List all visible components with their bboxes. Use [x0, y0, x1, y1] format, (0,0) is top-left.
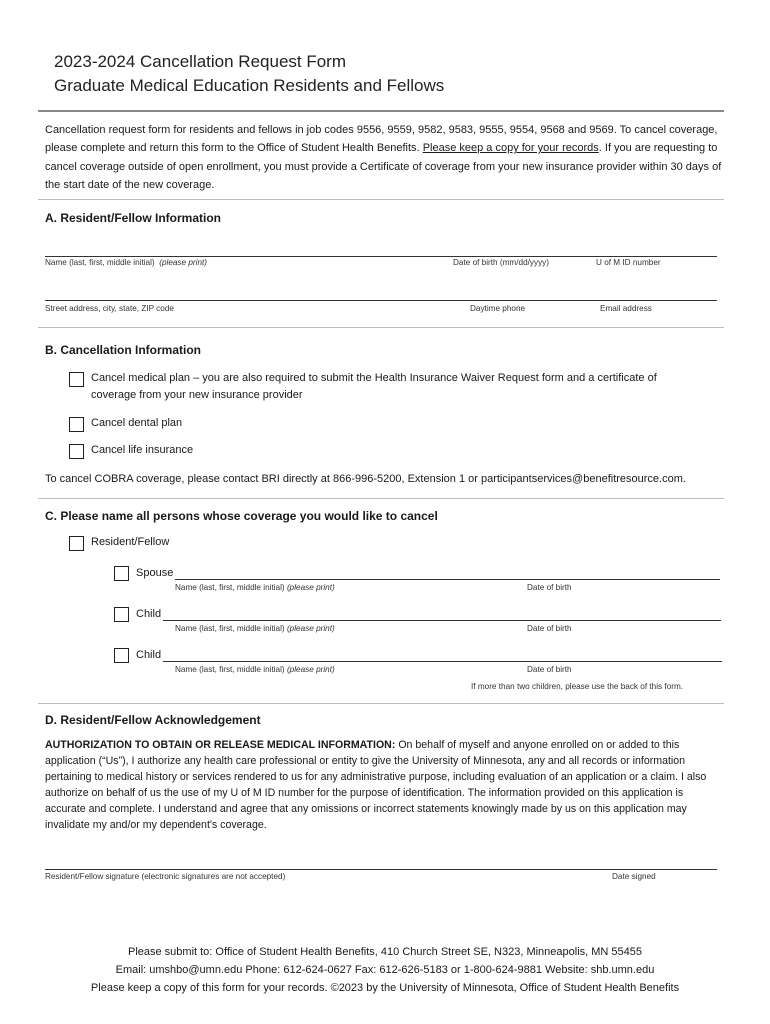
signature-field[interactable] — [45, 869, 717, 870]
child2-name-label — [175, 665, 335, 674]
section-d-heading: D. Resident/Fellow Acknowledgement — [45, 713, 261, 727]
authorization-text: On behalf of myself and anyone enrolled on or added to this application (“Us”), I authorize any health care professional or entity to give the University of Minnesota, any and all records or information pertaining to medical history or services rendered to us for any administrative purpose, including evaluation of an application or a claim. I also authorize on behalf of us the use of my U of M ID number for the purpose of identification. The information provided on this application is accurate and complete. I understand and agree that any omissions or incorrect statements knowingly made by us on this application may invalidate my and/or my dependent's coverage. — [45, 739, 707, 831]
date-signed-label: Date signed — [612, 872, 656, 881]
child2-checkbox[interactable] — [114, 648, 129, 663]
keep-copy-notice: Please keep a copy for your records — [422, 142, 599, 155]
intro-text: Cancellation request form for residents and fellows in job codes 9556, 9559, 9582, 9583, 9555, 9554, 9568 and 9569. To cancel coverage, please complete and return this form to the Office of Student Health Benefits. — [45, 124, 718, 155]
signature-label: Resident/Fellow signature (electronic signatures are not accepted) — [45, 872, 286, 881]
child2-name-label-text: Name (last, first, middle initial) — [175, 665, 285, 674]
child1-name-label-text: Name (last, first, middle initial) — [175, 624, 285, 633]
resident-fellow-label: Resident/Fellow — [91, 536, 170, 548]
child1-name-field[interactable] — [163, 620, 721, 621]
footer-address: Please submit to: Office of Student Health Benefits, 410 Church Street SE, N323, Minneapolis, MN 55455 — [127, 946, 643, 958]
spouse-checkbox[interactable] — [114, 566, 129, 581]
child1-label: Child — [136, 608, 162, 620]
child2-dob-label: Date of birth — [527, 665, 572, 674]
section-b-heading: B. Cancellation Information — [45, 343, 202, 357]
intro-divider — [38, 199, 724, 200]
more-children-note: If more than two children, please use the back of this form. — [471, 682, 684, 691]
section-b-divider — [38, 498, 724, 499]
spouse-dob-label: Date of birth — [527, 583, 572, 592]
footer-contact: Email: umshbo@umn.edu Phone: 612-624-0627 Fax: 612-626-5183 or 1-800-624-9881 Website: shb.umn.edu — [115, 964, 655, 976]
resident-fellow-checkbox[interactable] — [69, 536, 84, 551]
intro-text-continued: . If you are requesting to cancel coverage outside of open enrollment, you must provide a Certificate of coverage from your new insurance provider within 30 days of the start date of the new coverage. — [45, 142, 722, 191]
child1-dob-label: Date of birth — [527, 624, 572, 633]
umid-field-label: U of M ID number — [596, 258, 661, 267]
cobra-note: To cancel COBRA coverage, please contact BRI directly at 866-996-5200, Extension 1 or participantservices@benefitresource.com. — [45, 473, 686, 485]
intro-paragraph — [45, 121, 725, 194]
child1-name-label — [175, 624, 335, 633]
dob-field-label: Date of birth (mm/dd/yyyy) — [453, 258, 549, 267]
child2-label: Child — [136, 649, 162, 661]
child2-name-field[interactable] — [163, 661, 722, 662]
address-field-label: Street address, city, state, ZIP code — [45, 304, 174, 313]
footer-copyright: Please keep a copy of this form for your records. ©2023 by the University of Minnesota, Office of Student Health Benefits — [90, 982, 680, 994]
child2-please-print: (please print) — [286, 665, 335, 674]
cancel-life-label: Cancel life insurance — [91, 444, 194, 456]
please-print-note: (please print) — [159, 258, 208, 267]
cancel-dental-label: Cancel dental plan — [91, 417, 183, 429]
section-c-divider — [38, 703, 724, 704]
spouse-name-field[interactable] — [175, 579, 720, 580]
cancel-medical-label-line2: coverage from your new insurance provider — [91, 389, 303, 401]
spouse-name-label-text: Name (last, first, middle initial) — [175, 583, 285, 592]
cancel-medical-checkbox[interactable] — [69, 372, 84, 387]
cancel-dental-checkbox[interactable] — [69, 417, 84, 432]
authorization-title: AUTHORIZATION TO OBTAIN OR RELEASE MEDICAL INFORMATION: — [45, 739, 396, 751]
spouse-please-print: (please print) — [286, 583, 335, 592]
child1-please-print: (please print) — [286, 624, 335, 633]
child1-checkbox[interactable] — [114, 607, 129, 622]
cancel-medical-label-line1: Cancel medical plan – you are also required to submit the Health Insurance Waiver Request form and a certificate of — [91, 372, 657, 384]
section-c-heading: C. Please name all persons whose coverage you would like to cancel — [45, 509, 438, 523]
phone-field-label: Daytime phone — [470, 304, 526, 313]
name-field-label — [45, 258, 207, 267]
address-phone-email-field[interactable] — [45, 300, 717, 301]
section-a-heading: A. Resident/Fellow Information — [45, 211, 222, 225]
spouse-label: Spouse — [136, 567, 174, 579]
email-field-label: Email address — [600, 304, 652, 313]
form-subtitle: Graduate Medical Education Residents and Fellows — [54, 76, 445, 95]
form-title: 2023-2024 Cancellation Request Form — [54, 52, 347, 71]
name-dob-id-field[interactable] — [45, 256, 717, 257]
spouse-name-label — [175, 583, 335, 592]
cancel-life-checkbox[interactable] — [69, 444, 84, 459]
header-divider — [38, 110, 724, 112]
authorization-paragraph — [45, 737, 717, 833]
section-a-divider — [38, 327, 724, 328]
name-label-text: Name (last, first, middle initial) — [45, 258, 155, 267]
